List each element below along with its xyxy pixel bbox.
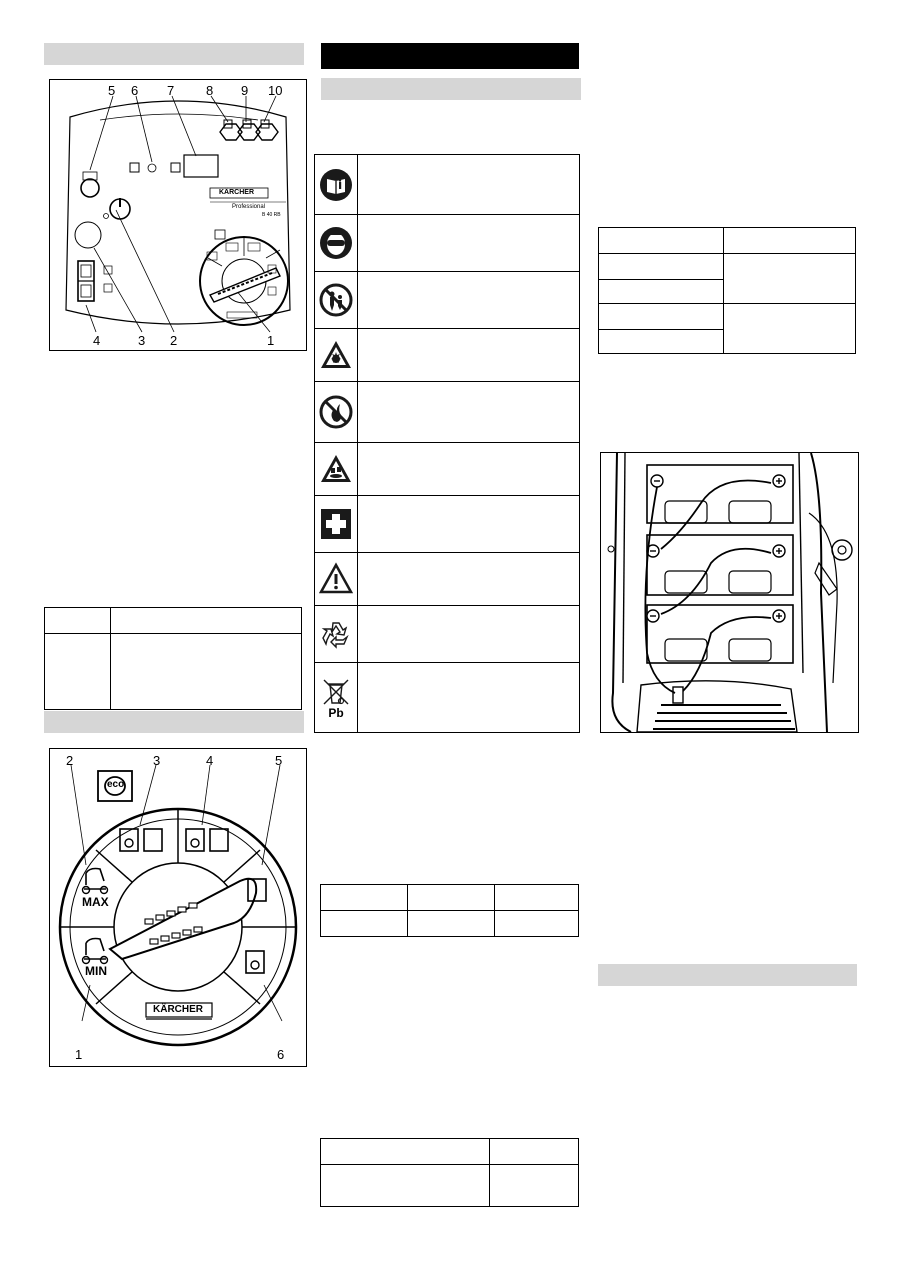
symbol-description	[358, 663, 579, 732]
table-cell	[490, 1139, 579, 1165]
symbol-row	[315, 329, 579, 382]
symbol-row	[315, 663, 579, 732]
table-cell	[495, 911, 579, 937]
recycling-icon	[315, 606, 358, 662]
table-cell	[111, 608, 302, 634]
right-table	[598, 227, 856, 354]
table-cell	[599, 330, 724, 354]
symbol-description	[358, 606, 579, 662]
symbol-row	[315, 272, 579, 329]
symbol-description	[358, 382, 579, 442]
middle-table-1	[320, 884, 579, 937]
program-knob-figure	[49, 748, 307, 1067]
callout-7: 7	[167, 83, 175, 98]
symbol-description	[358, 215, 579, 271]
symbol-row	[315, 443, 579, 496]
middle-table-2	[320, 1138, 579, 1207]
table-cell	[490, 1165, 579, 1207]
symbol-row	[315, 553, 579, 606]
table-cell	[321, 1139, 490, 1165]
callout-3: 3	[138, 333, 146, 348]
knob-brand-logo: KÄRCHER	[153, 1004, 203, 1015]
keep-children-away-icon	[315, 272, 358, 328]
knob-callout-6: 6	[277, 1047, 285, 1062]
model-line-2: B 40 RB	[262, 212, 281, 218]
callout-9: 9	[241, 83, 249, 98]
max-label: MAX	[82, 895, 109, 909]
crossed-bin-pb-icon	[315, 663, 358, 732]
symbol-row	[315, 215, 579, 272]
symbol-row	[315, 155, 579, 215]
section-header-bar	[44, 43, 304, 65]
table-cell	[45, 634, 111, 710]
chapter-title-bar	[321, 43, 579, 69]
table-cell	[599, 254, 724, 280]
battery-drawing	[601, 453, 858, 732]
first-aid-icon	[315, 496, 358, 552]
table-cell	[111, 634, 302, 710]
symbol-row	[315, 496, 579, 553]
symbol-row	[315, 382, 579, 443]
section-header-bar	[321, 78, 581, 100]
symbol-description	[358, 155, 579, 214]
pb-label: Pb	[328, 705, 344, 720]
symbol-description	[358, 272, 579, 328]
callout-2: 2	[170, 333, 178, 348]
table-cell	[724, 228, 856, 254]
callout-10: 10	[268, 83, 283, 98]
symbol-description	[358, 443, 579, 495]
acid-burn-icon	[315, 443, 358, 495]
knob-callout-1: 1	[75, 1047, 83, 1062]
table-cell	[599, 280, 724, 304]
eye-protection-icon	[315, 215, 358, 271]
symbols-table	[314, 154, 580, 733]
knob-callout-5: 5	[275, 753, 283, 768]
symbol-description	[358, 553, 579, 605]
knob-callout-2: 2	[66, 753, 74, 768]
section-header-bar	[44, 711, 304, 733]
section-header-bar	[598, 964, 857, 986]
symbol-description	[358, 329, 579, 381]
table-cell	[724, 304, 856, 354]
brand-logo: KÄRCHER	[219, 189, 254, 196]
table-cell	[45, 608, 111, 634]
table-cell	[408, 911, 495, 937]
table-cell	[321, 911, 408, 937]
battery-figure	[600, 452, 859, 733]
callout-6: 6	[131, 83, 139, 98]
explosion-hazard-icon	[315, 329, 358, 381]
callout-5: 5	[108, 83, 116, 98]
table-cell	[599, 304, 724, 330]
no-fire-icon	[315, 382, 358, 442]
warning-triangle-icon	[315, 553, 358, 605]
knob-callout-3: 3	[153, 753, 161, 768]
callout-8: 8	[206, 83, 214, 98]
table-cell	[495, 885, 579, 911]
manual-book-icon	[315, 155, 358, 214]
eco-label: eco	[107, 779, 125, 790]
callout-4: 4	[93, 333, 101, 348]
symbol-description	[358, 496, 579, 552]
knob-callout-4: 4	[206, 753, 214, 768]
table-cell	[724, 254, 856, 304]
model-line-1: Professional	[232, 204, 266, 210]
symbol-row	[315, 606, 579, 663]
table-cell	[599, 228, 724, 254]
table-cell	[408, 885, 495, 911]
min-label: MIN	[85, 964, 107, 978]
callout-1: 1	[267, 333, 275, 348]
left-table	[44, 607, 302, 710]
table-cell	[321, 1165, 490, 1207]
table-cell	[321, 885, 408, 911]
control-panel-figure	[49, 79, 307, 351]
